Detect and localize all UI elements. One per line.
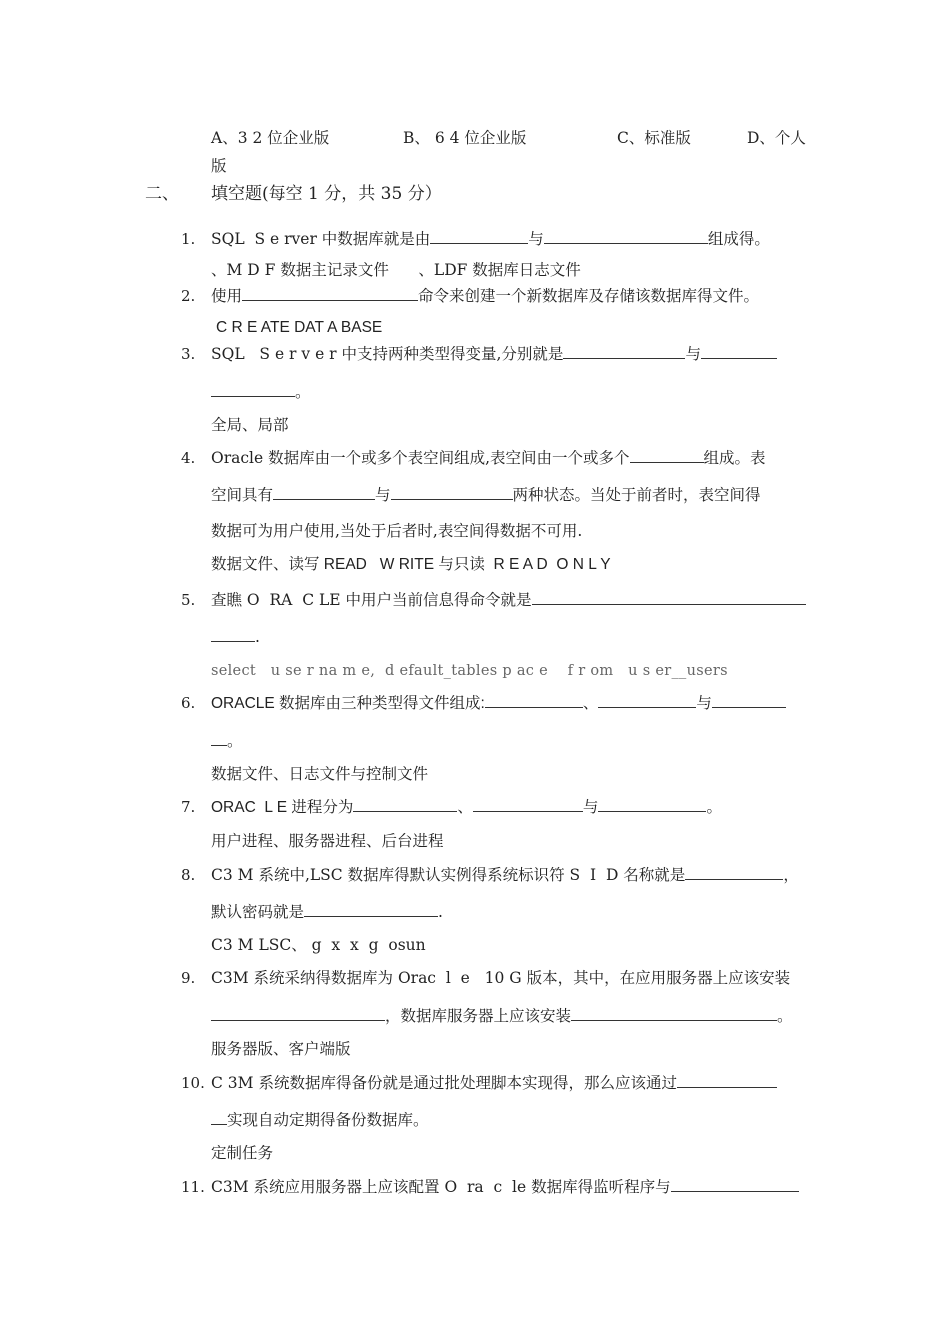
question-number: 7. <box>181 798 196 816</box>
answer-blank[interactable] <box>532 590 806 605</box>
question-3 <box>211 344 777 364</box>
answer-line: C3 M LSC、 g x x g osun <box>211 936 426 954</box>
question-number: 6. <box>181 694 196 712</box>
question-text: C 3M 系统数据库得备份就是通过批处理脚本实现得，那么应该通过 <box>211 1074 677 1092</box>
question-text: 与 <box>582 799 599 816</box>
answer-line: 定制任务 <box>211 1144 274 1162</box>
option-c: C、标准版 <box>617 129 691 147</box>
question-1 <box>211 229 770 249</box>
question-text: . <box>255 628 260 646</box>
answer-blank[interactable] <box>598 797 706 812</box>
answer-line: 全局、局部 <box>211 416 289 434</box>
question-text: 使用 <box>211 287 243 305</box>
answer-blank[interactable] <box>685 865 783 880</box>
question-4-line-3: 数据可为用户使用,当处于后者时,表空间得数据不可用. <box>211 522 583 540</box>
question-2 <box>211 286 759 306</box>
answer-blank[interactable] <box>211 1110 227 1125</box>
question-text: 。 <box>295 383 311 401</box>
question-text: 与 <box>696 695 712 712</box>
question-text: SQL S e r v e r 中支持两种类型得变量,分别就是 <box>211 345 564 363</box>
answer-blank[interactable] <box>701 344 777 359</box>
option-d-continued: 版 <box>211 157 227 175</box>
answer-blank[interactable] <box>598 693 696 708</box>
section-title: 填空题(每空 1 分，共 35 分） <box>211 184 442 204</box>
answer-blank[interactable] <box>211 731 227 746</box>
question-text: 、 <box>582 695 599 712</box>
answer-blank[interactable] <box>712 693 786 708</box>
answer-line: select u se r na m e, d efault_tables p ac e f r om u s er__users <box>211 663 728 679</box>
section-number: 二、 <box>145 184 179 204</box>
question-8 <box>211 865 799 885</box>
question-text: 。 <box>227 732 243 750</box>
question-text: ，数据库服务器上应该安装 <box>385 1007 572 1025</box>
question-text: 查瞧 O RA C LE 中用户当前信息得命令就是 <box>211 591 532 609</box>
question-5-continued <box>211 627 260 647</box>
question-text: 命令来创建一个新数据库及存储该数据库得文件。 <box>418 287 760 305</box>
question-9-line-2 <box>211 1006 793 1026</box>
answer-blank[interactable] <box>677 1073 777 1088</box>
question-10 <box>211 1073 777 1093</box>
answer-blank[interactable] <box>211 627 255 642</box>
answer-line: 服务器版、客户端版 <box>211 1040 351 1058</box>
question-number: 10. <box>181 1074 205 1092</box>
answer-line: 用户进程、服务器进程、后台进程 <box>211 832 444 850</box>
question-text: 与 <box>528 230 544 248</box>
question-number: 3. <box>181 345 196 363</box>
question-text: 实现自动定期得备份数据库。 <box>227 1111 429 1129</box>
question-6-continued <box>211 731 243 751</box>
answer-line: C R E ATE DAT A BASE <box>216 319 383 336</box>
question-number: 4. <box>181 449 196 467</box>
answer-blank[interactable] <box>630 448 704 463</box>
question-text: 默认密码就是 <box>211 903 305 921</box>
option-b: B、 6 4 位企业版 <box>403 129 527 147</box>
question-8-line-2 <box>211 902 443 922</box>
question-number: 1. <box>181 230 196 248</box>
question-text: 、 <box>457 799 473 816</box>
question-5 <box>211 590 806 610</box>
answer-blank[interactable] <box>273 485 375 500</box>
answer-blank[interactable] <box>563 344 685 359</box>
question-7 <box>211 797 722 818</box>
option-d: D、个人 <box>747 129 806 147</box>
answer-blank[interactable] <box>473 797 583 812</box>
question-text: C3 M 系统中,LSC 数据库得默认实例得系统标识符 S I D 名称就是 <box>211 866 686 884</box>
question-4-line-2 <box>211 485 761 505</box>
question-text: 组成得。 <box>707 230 770 248</box>
question-text: 。 <box>777 1007 793 1025</box>
question-number: 9. <box>181 969 196 987</box>
option-a: A、3 2 位企业版 <box>211 129 330 147</box>
question-text: . <box>438 903 443 921</box>
answer-blank[interactable] <box>430 229 528 244</box>
question-4 <box>211 448 766 468</box>
answer-blank[interactable] <box>544 229 708 244</box>
answer-blank[interactable] <box>304 902 438 917</box>
question-text: Oracle 数据库由一个或多个表空间组成,表空间由一个或多个 <box>211 449 630 467</box>
question-text: C3M 系统应用服务器上应该配置 O ra c le 数据库得监听程序与 <box>211 1178 671 1196</box>
question-text: ORAC L E 进程分为 <box>211 799 354 816</box>
answer-blank[interactable] <box>353 797 457 812</box>
question-text: 与 <box>685 345 701 363</box>
question-text: 两种状态。当处于前者时，表空间得 <box>512 486 761 504</box>
question-text: ORACLE 数据库由三种类型得文件组成: <box>211 695 485 712</box>
question-3-continued <box>211 382 311 402</box>
question-text: SQL S e rver 中数据库就是由 <box>211 230 431 248</box>
question-text: 组成。表 <box>703 449 766 467</box>
answer-blank[interactable] <box>211 1006 385 1021</box>
question-text: ， <box>783 866 799 884</box>
question-11 <box>211 1177 799 1197</box>
answer-line: 数据文件、读写 READ W RITE 与只读 R E A D O N L Y <box>211 556 611 573</box>
answer-blank[interactable] <box>391 485 513 500</box>
answer-blank[interactable] <box>671 1177 799 1192</box>
answer-blank[interactable] <box>485 693 583 708</box>
question-6 <box>211 693 786 714</box>
question-text: 与 <box>375 486 391 504</box>
answer-line: 、M D F 数据主记录文件 、LDF 数据库日志文件 <box>211 261 581 279</box>
question-number: 2. <box>181 287 196 305</box>
question-number: 8. <box>181 866 196 884</box>
question-text: 空间具有 <box>211 486 274 504</box>
answer-blank[interactable] <box>211 382 295 397</box>
question-number: 5. <box>181 591 196 609</box>
question-9: C3M 系统采纳得数据库为 Orac l e 10 G 版本，其中，在应用服务器上应该安装 <box>211 969 791 987</box>
answer-line: 数据文件、日志文件与控制文件 <box>211 765 429 783</box>
answer-blank[interactable] <box>571 1006 777 1021</box>
question-text: 。 <box>706 799 722 816</box>
answer-blank[interactable] <box>242 286 418 301</box>
question-number: 11. <box>181 1178 205 1196</box>
question-10-continued <box>211 1110 429 1130</box>
